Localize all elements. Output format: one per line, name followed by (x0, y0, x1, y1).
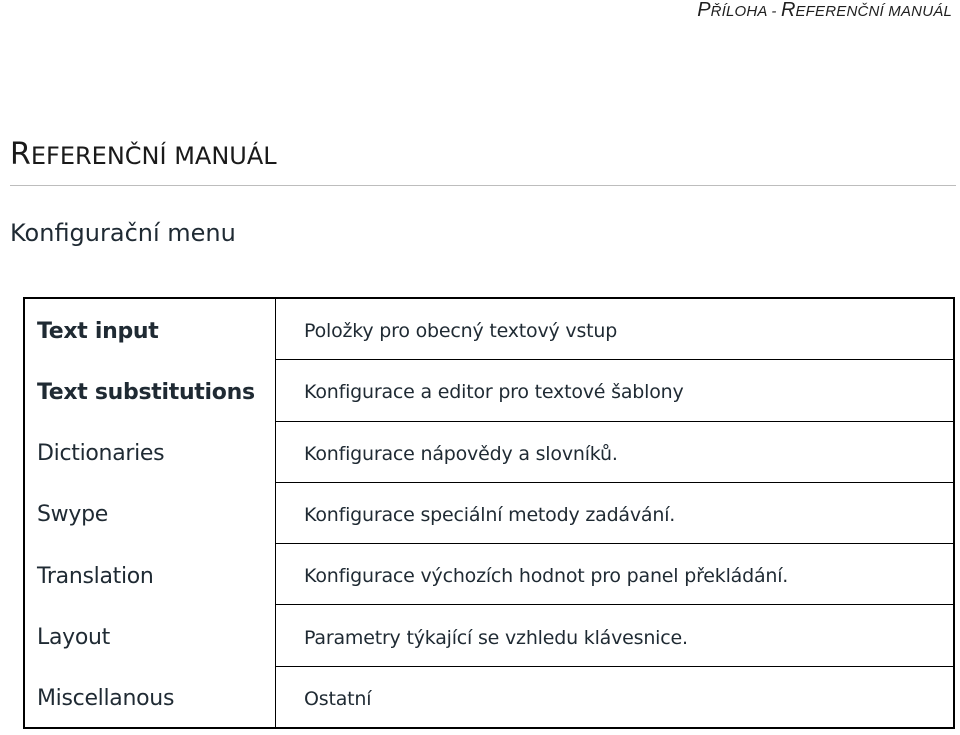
title-initial: R (10, 137, 31, 172)
config-menu-table (23, 297, 955, 729)
menu-item-description: Konfigurace nápovědy a slovníků. (276, 421, 953, 482)
menu-item-name: Translation (37, 563, 154, 589)
menu-item-name: Layout (37, 624, 110, 650)
menu-item-name: Miscellanous (37, 685, 175, 711)
header-prefix-rest: ŘÍLOHA - (710, 3, 781, 20)
header-title-rest: EFERENČNÍ MANUÁL (795, 3, 952, 20)
header-title-initial: R (780, 0, 796, 21)
menu-name-column (25, 299, 276, 727)
menu-item-description: Konfigurace a editor pro textové šablony (276, 359, 953, 420)
menu-item-name: Text input (37, 319, 159, 345)
header-prefix-initial: P (697, 0, 711, 21)
running-header (697, 0, 952, 20)
menu-item-description: Konfigurace výchozích hodnot pro panel překládání. (276, 543, 953, 604)
menu-item-description: Konfigurace speciální metody zadávání. (276, 482, 953, 543)
title-rest: EFERENČNÍ MANUÁL (30, 142, 277, 170)
title-divider (10, 185, 956, 186)
menu-description-column (276, 299, 953, 727)
menu-item-name: Dictionaries (37, 441, 165, 467)
menu-item-description: Položky pro obecný textový vstup (304, 320, 618, 343)
section-title: Konfigurační menu (10, 219, 236, 247)
menu-item-name: Text substitutions (37, 380, 255, 406)
menu-item-description: Ostatní (276, 666, 953, 727)
menu-item-description: Parametry týkající se vzhledu klávesnice. (276, 604, 953, 665)
page-title (10, 137, 277, 172)
menu-item-name: Swype (37, 502, 108, 528)
